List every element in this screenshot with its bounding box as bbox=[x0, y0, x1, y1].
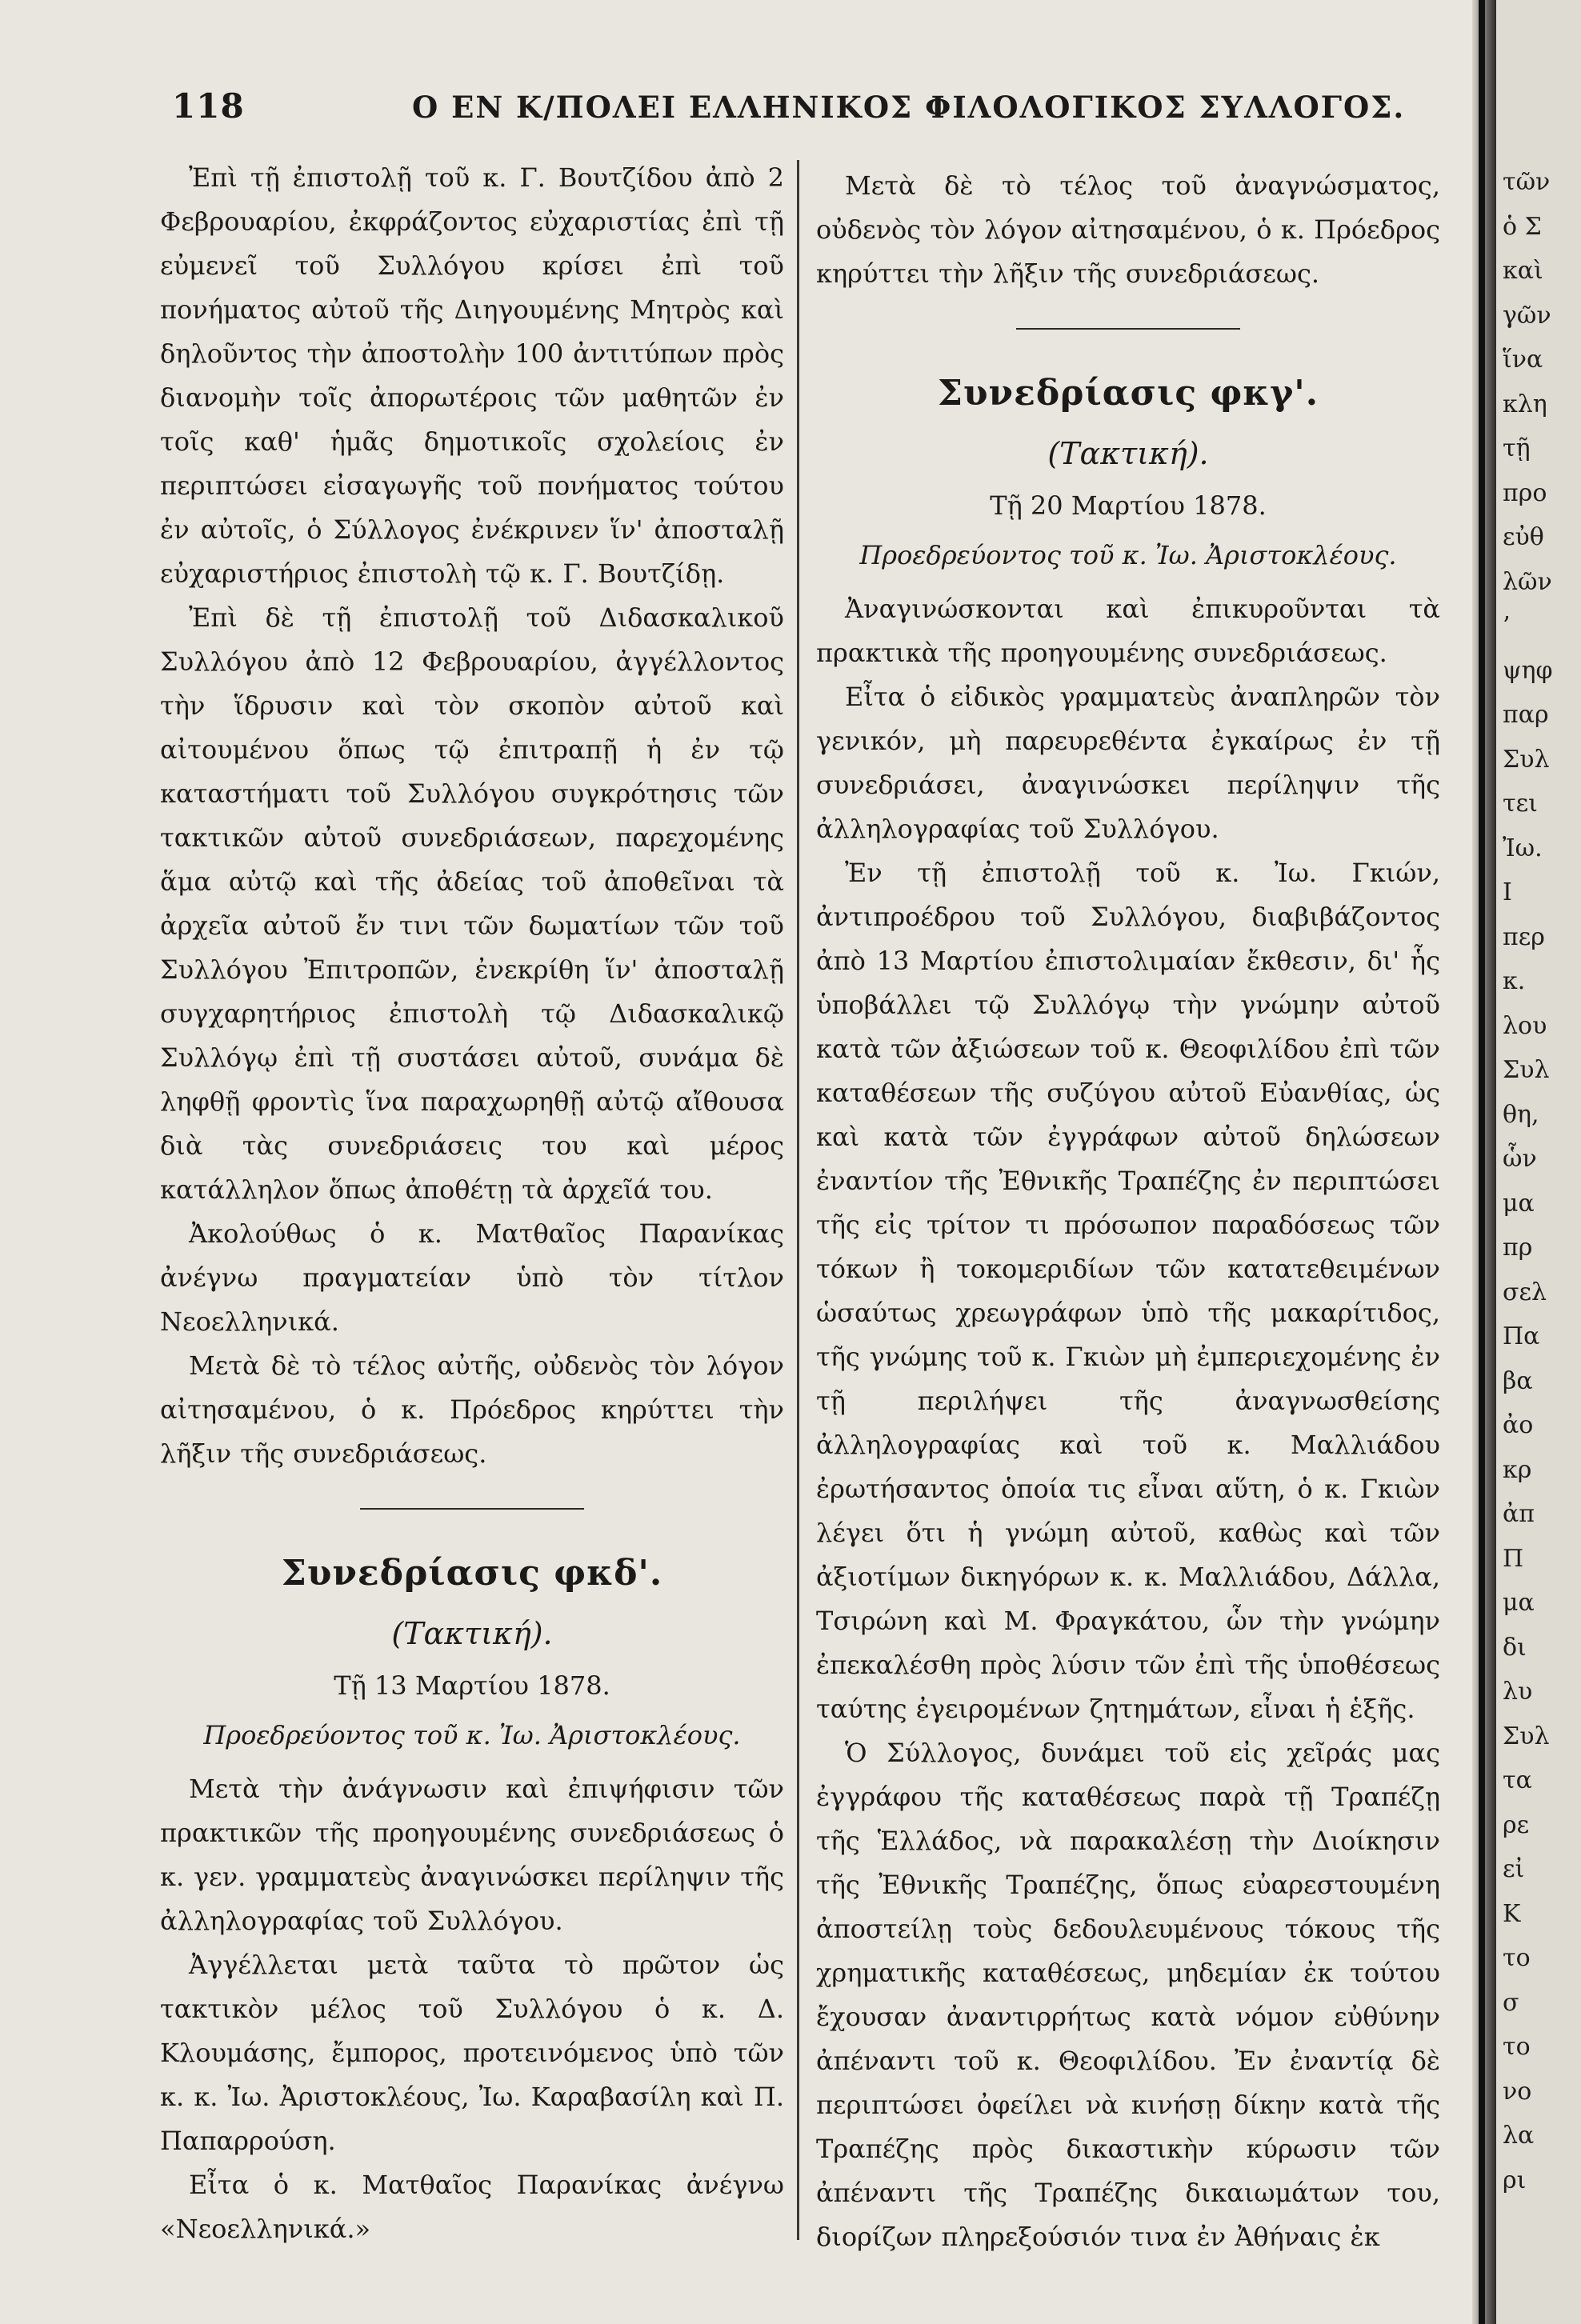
session-chair: Προεδρεύοντος τοῦ κ. Ἰω. Ἀριστοκλέους. bbox=[203, 1720, 741, 1750]
paragraph: Μετὰ τὴν ἀνάγνωσιν καὶ ἐπιψήφισιν τῶν πρακτικῶν τῆς προηγουμένης συνεδριάσεως ὁ κ. γεν. γραμματεὺς ἀναγινώσκει περίληψιν τῆς ἀλληλογραφίας τοῦ Συλλόγου. bbox=[160, 1774, 784, 1936]
running-title: Ο ΕΝ Κ/ΠΟΛΕΙ ΕΛΛΗΝΙΚΟΣ ΦΙΛΟΛΟΓΙΚΟΣ ΣΥΛΛΟΓΟΣ. bbox=[412, 90, 1406, 125]
session-type: (Τακτική). bbox=[1047, 436, 1209, 471]
facing-page-fragment: ἀο bbox=[1503, 1411, 1534, 1439]
facing-page-fragment: εἰ bbox=[1503, 1855, 1525, 1883]
facing-page-fragment: καὶ bbox=[1503, 257, 1543, 285]
facing-page-fragment: δι bbox=[1503, 1633, 1527, 1662]
facing-page-fragment: Συλ bbox=[1503, 1722, 1550, 1750]
facing-page-fragment: προ bbox=[1503, 478, 1547, 507]
facing-page-fragment: παρ bbox=[1503, 701, 1549, 729]
facing-page-fragment: λυ bbox=[1503, 1678, 1533, 1706]
facing-page-fragment: ὧν bbox=[1503, 1145, 1537, 1173]
facing-page-fragment: τει bbox=[1503, 790, 1538, 818]
facing-page-fragment: λῶν bbox=[1503, 567, 1552, 596]
paragraph: Εἶτα ὁ κ. Ματθαῖος Παρανίκας ἀνέγνω «Νεοελληνικά.» bbox=[160, 2170, 784, 2244]
facing-page-fragment: ’ bbox=[1503, 612, 1511, 640]
facing-page-fragment: Ἰω. bbox=[1503, 834, 1543, 862]
facing-page-fragment: βα bbox=[1503, 1366, 1533, 1395]
session-date: Τῇ 13 Μαρτίου 1878. bbox=[334, 1670, 610, 1701]
facing-page-fragment: ὁ Σ bbox=[1503, 212, 1542, 241]
page-header bbox=[172, 86, 1436, 134]
facing-page-fragment: ἵνα bbox=[1503, 346, 1543, 374]
session-date: Τῇ 20 Μαρτίου 1878. bbox=[990, 490, 1267, 521]
facing-page-fragment: τῶν bbox=[1503, 168, 1551, 196]
facing-page-fragment: γῶν bbox=[1503, 301, 1551, 330]
column-divider bbox=[797, 160, 799, 2240]
facing-page-fragment: νο bbox=[1503, 2077, 1532, 2106]
facing-page-fragment: μα bbox=[1503, 1589, 1535, 1617]
facing-page-fragment: το bbox=[1503, 2033, 1531, 2061]
section-divider bbox=[360, 1508, 584, 1510]
section-divider bbox=[1016, 328, 1240, 330]
facing-page-fragment: ρι bbox=[1503, 2166, 1527, 2194]
session-type: (Τακτική). bbox=[391, 1616, 553, 1651]
session-title: Συνεδρίασις φκδ'. bbox=[281, 1553, 663, 1594]
paragraph: Ἀναγινώσκονται καὶ ἐπικυροῦνται τὰ πρακτικὰ τῆς προηγουμένης συνεδριάσεως. bbox=[816, 594, 1440, 668]
paragraph: Ἀγγέλλεται μετὰ ταῦτα τὸ πρῶτον ὡς τακτικὸν μέλος τοῦ Συλλόγου ὁ κ. Δ. Κλουμάσης, ἔμπορος, προτεινόμενος ὑπὸ τῶν κ. κ. Ἰω. Ἀριστοκλέους, Ἰω. Καραβασίλη καὶ Π. Παπαρρούση. bbox=[160, 1950, 784, 2156]
facing-page-fragment: κ. bbox=[1503, 967, 1526, 995]
book-gutter bbox=[1479, 0, 1485, 2324]
facing-page-fragment: λου bbox=[1503, 1011, 1547, 1040]
facing-page-fragment: μα bbox=[1503, 1189, 1535, 1218]
facing-page-fragment: Κ bbox=[1503, 1899, 1521, 1928]
facing-page-fragment: τῇ bbox=[1503, 434, 1531, 462]
paragraph: Μετὰ δὲ τὸ τέλος αὐτῆς, οὐδενὸς τὸν λόγον αἰτησαμένου, ὁ κ. Πρόεδρος κηρύττει τὴν λῆξιν τῆς συνεδριάσεως. bbox=[160, 1350, 784, 1469]
facing-page-fragment: λα bbox=[1503, 2122, 1535, 2150]
facing-page-fragment: κρ bbox=[1503, 1455, 1532, 1484]
facing-page-fragment: Π bbox=[1503, 1544, 1524, 1573]
left-column bbox=[160, 156, 784, 2251]
facing-page-fragment: σελ bbox=[1503, 1278, 1547, 1306]
facing-page-fragment: Συλ bbox=[1503, 745, 1550, 774]
facing-page-fragment: εὐθ bbox=[1503, 523, 1544, 551]
facing-page-fragment: Ι bbox=[1503, 878, 1512, 906]
right-column bbox=[816, 164, 1440, 2259]
paragraph: Εἶτα ὁ εἰδικὸς γραμματεὺς ἀναπληρῶν τὸν γενικόν, μὴ παρευρεθέντα ἐγκαίρως ἐν τῇ συνεδριάσει, ἀναγινώσκει περίληψιν τῆς ἀλληλογραφίας τοῦ Συλλόγου. bbox=[816, 682, 1440, 844]
page-number: 118 bbox=[172, 86, 245, 126]
paragraph: Ἐπὶ δὲ τῇ ἐπιστολῇ τοῦ Διδασκαλικοῦ Συλλόγου ἀπὸ 12 Φεβρουαρίου, ἀγγέλλοντος τὴν ἵδρυσιν καὶ τὸν σκοπὸν αὐτοῦ καὶ αἰτουμένου ὅπως τῷ ἐπιτραπῇ ἡ ἐν τῷ καταστήματι τοῦ Συλλόγου συγκρότησις τῶν τακτικῶν αὐτοῦ συνεδριάσεων, παρεχομένης ἅμα αὐτῷ καὶ τῆς ἀδείας τοῦ ἀποθεῖναι τὰ ἀρχεῖα αὐτοῦ ἔν τινι τῶν δωματίων τῶν τοῦ Συλλόγου Ἐπιτροπῶν, ἐνεκρίθη ἵν' ἀποσταλῇ συγχαρητήριος ἐπιστολὴ τῷ Διδασκαλικῷ Συλλόγῳ ἐπὶ τῇ συστάσει αὐτοῦ, συνάμα δὲ ληφθῇ φροντὶς ἵνα παραχωρηθῇ αὐτῷ αἴθουσα διὰ τὰς συνεδριάσεις του καὶ μέρος κατάλληλον ὅπως ἀποθέτῃ τὰ ἀρχεῖά του. bbox=[160, 602, 784, 1205]
paragraph: Ὁ Σύλλογος, δυνάμει τοῦ εἰς χεῖράς μας ἐγγράφου τῆς καταθέσεως παρὰ τῇ Τραπέζῃ τῆς Ἑλλάδος, νὰ παρακαλέσῃ τὴν Διοίκησιν τῆς Ἐθνικῆς Τραπέζης, ὅπως εὐαρεστουμένη ἀποστείλῃ τοὺς δεδουλευμένους τόκους τῆς χρηματικῆς καταθέσεως, μηδεμίαν ἐκ τούτου ἔχουσαν ἀναντιρρήτως κατὰ νόμον εὐθύνην ἀπέναντι τοῦ κ. Θεοφιλίδου. Ἐν ἐναντίᾳ δὲ περιπτώσει ὀφείλει νὰ κινήσῃ δίκην κατὰ τῆς Τραπέζης πρὸς δικαστικὴν κύρωσιν τῶν ἀπέναντι τῆς Τραπέζης δικαιωμάτων του, διορίζων πληρεξούσιόν τινα ἐν Ἀθήναις ἐκ bbox=[816, 1738, 1440, 2252]
session-chair: Προεδρεύοντος τοῦ κ. Ἰω. Ἀριστοκλέους. bbox=[859, 540, 1397, 570]
facing-page-fragment: το bbox=[1503, 1944, 1531, 1972]
facing-page-fragment: ρε bbox=[1503, 1810, 1530, 1839]
paragraph: Ἀκολούθως ὁ κ. Ματθαῖος Παρανίκας ἀνέγνω πραγματείαν ὑπὸ τὸν τίτλον Νεοελληνικά. bbox=[160, 1218, 784, 1337]
paragraph: Ἐπὶ τῇ ἐπιστολῇ τοῦ κ. Γ. Βουτζίδου ἀπὸ 2 Φεβρουαρίου, ἐκφράζοντος εὐχαριστίας ἐπὶ τῇ εὐμενεῖ τοῦ Συλλόγου κρίσει ἐπὶ τοῦ πονήματος αὐτοῦ τῆς Διηγουμένης Μητρὸς καὶ δηλοῦντος τὴν ἀποστολὴν 100 ἀντιτύπων πρὸς διανομὴν τοῖς ἀπορωτέροις τῶν μαθητῶν ἐν τοῖς καθ' ἡμᾶς δημοτικοῖς σχολείοις ἐν περιπτώσει εἰσαγωγῆς τοῦ πονήματος τούτου ἐν αὐτοῖς, ὁ Σύλλογος ἐνέκρινεν ἵν' ἀποσταλῇ εὐχαριστήριος ἐπιστολὴ τῷ κ. Γ. Βουτζίδῃ. bbox=[160, 162, 784, 589]
facing-page-fragment: πρ bbox=[1503, 1234, 1533, 1262]
facing-page-fragment: τα bbox=[1503, 1766, 1532, 1794]
paragraph: Ἐν τῇ ἐπιστολῇ τοῦ κ. Ἰω. Γκιών, ἀντιπροέδρου τοῦ Συλλόγου, διαβιβάζοντος ἀπὸ 13 Μαρτίου ἐπιστολιμαίαν ἔκθεσιν, δι' ἧς ὑποβάλλει τῷ Συλλόγῳ τὴν γνώμην αὐτοῦ κατὰ τῶν ἀξιώσεων τοῦ κ. Θεοφιλίδου ἐπὶ τῶν καταθέσεων τῆς συζύγου αὐτοῦ Εὐανθίας, ὡς καὶ κατὰ τῶν ἐγγράφων αὐτοῦ δηλώσεων ἐναντίον τῆς Ἐθνικῆς Τραπέζης ἐν περιπτώσει τῆς εἰς τρίτον τι πρόσωπον παραδόσεως τῶν τόκων ἢ τοκομεριδίων τῶν κατατεθειμένων ὡσαύτως χρεωγράφων ὑπὸ τῆς μακαρίτιδος, τῆς γνώμης τοῦ κ. Γκιὼν μὴ ἐμπεριεχομένης ἐν τῇ περιλήψει τῆς ἀναγνωσθείσης ἀλληλογραφίας καὶ τοῦ κ. Μαλλιάδου ἐρωτήσαντος ὁποία τις εἶναι αὕτη, ὁ κ. Γκιὼν λέγει ὅτι ἡ γνώμη αὐτοῦ, καθὼς καὶ τῶν ἀξιοτίμων δικηγόρων κ. κ. Μαλλιάδου, Δάλλα, Τσιρώνη καὶ Μ. Φραγκάτου, ὧν τὴν γνώμην ἐπεκαλέσθη πρὸς λύσιν τῶν ἐπὶ τῆς ὑποθέσεως ταύτης ἐγειρομένων ζητημάτων, εἶναι ἡ ἑξῆς. bbox=[816, 858, 1440, 1724]
facing-page-fragment: ἀπ bbox=[1503, 1500, 1535, 1528]
facing-page-fragment: θη, bbox=[1503, 1100, 1539, 1129]
paragraph: Μετὰ δὲ τὸ τέλος τοῦ ἀναγνώσματος, οὐδενὸς τὸν λόγον αἰτησαμένου, ὁ κ. Πρόεδρος κηρύττει τὴν λῆξιν τῆς συνεδριάσεως. bbox=[816, 170, 1440, 289]
session-title: Συνεδρίασις φκγ'. bbox=[937, 373, 1319, 414]
facing-page-edge bbox=[1496, 0, 1581, 2324]
facing-page-fragment: Συλ bbox=[1503, 1056, 1550, 1084]
facing-page-fragment: Πα bbox=[1503, 1322, 1540, 1350]
facing-page-fragment: κλη bbox=[1503, 390, 1547, 418]
facing-page-fragment: σ bbox=[1503, 1988, 1519, 2017]
facing-page-fragment: ψηφ bbox=[1503, 656, 1553, 685]
facing-page-fragment: περ bbox=[1503, 922, 1545, 951]
